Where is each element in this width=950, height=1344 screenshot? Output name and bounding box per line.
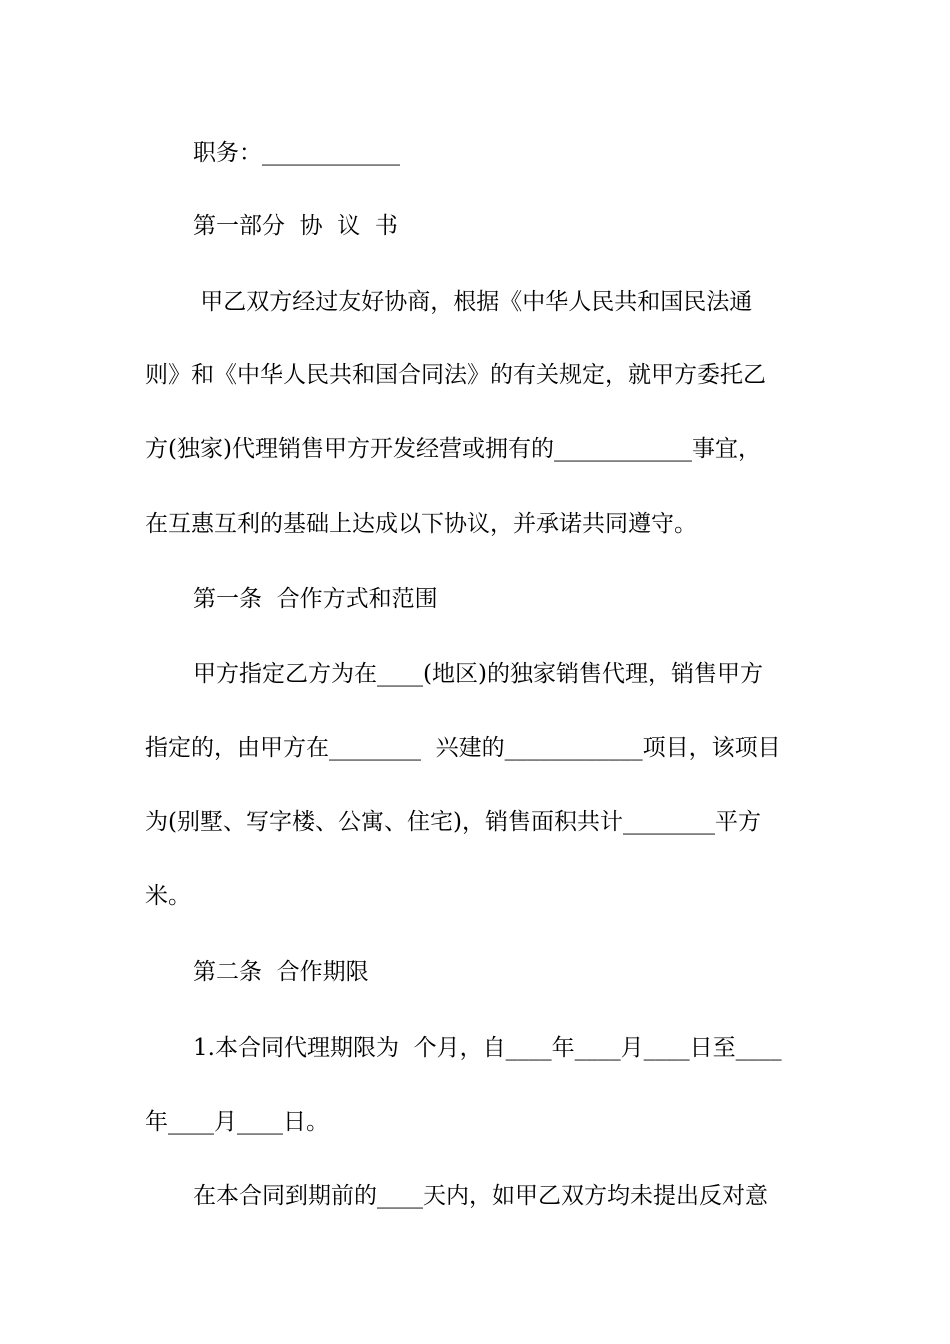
paragraph-line: 则》和《中华人民共和国合同法》的有关规定，就甲方委托乙 <box>145 362 766 388</box>
paragraph-line: 在互惠互利的基础上达成以下协议，并承诺共同遵守。 <box>145 511 697 537</box>
paragraph-line: 在本合同到期前的____天内，如甲乙双方均未提出反对意 <box>193 1183 768 1209</box>
article-heading-2: 第二条 合作期限 <box>193 959 369 985</box>
paragraph-line: 指定的，由甲方在________ 兴建的____________项目，该项目 <box>145 735 781 761</box>
section-heading-part-one: 第一部分 协 议 书 <box>193 213 398 239</box>
paragraph-line: 年____月____日。 <box>145 1109 329 1135</box>
paragraph-line: 方(独家)代理销售甲方开发经营或拥有的____________事宜， <box>145 436 761 462</box>
article-heading-1: 第一条 合作方式和范围 <box>193 586 438 612</box>
paragraph-line: 米。 <box>145 883 191 909</box>
paragraph-line: 甲乙双方经过友好协商，根据《中华人民共和国民法通 <box>193 289 753 315</box>
position-field-line: 职务：____________ <box>193 140 400 166</box>
paragraph-line: 为(别墅、写字楼、公寓、住宅)，销售面积共计________平方 <box>145 809 761 835</box>
paragraph-line: 甲方指定乙方为在____(地区)的独家销售代理，销售甲方 <box>193 661 763 687</box>
paragraph-line: 1.本合同代理期限为 个月，自____年____月____日至____ <box>193 1035 782 1061</box>
